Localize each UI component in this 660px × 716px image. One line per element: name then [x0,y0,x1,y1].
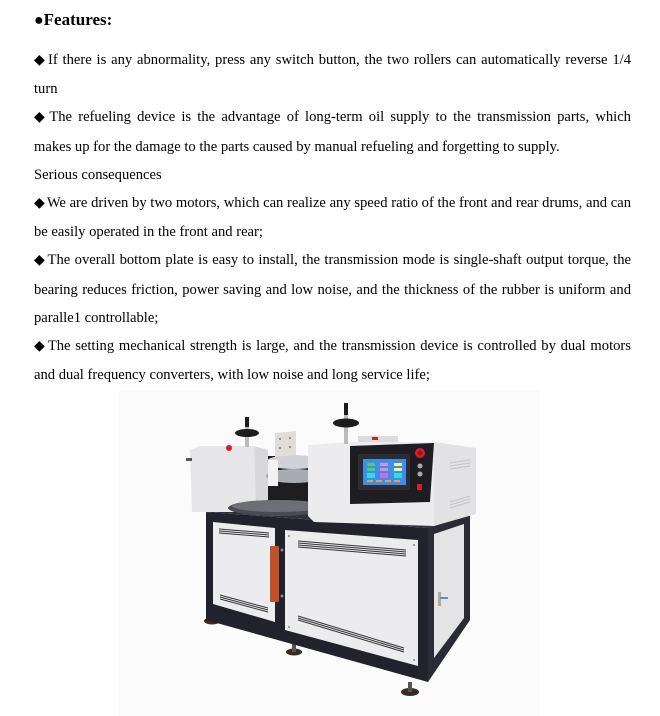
features-title: Features: [43,10,113,29]
features-heading [34,9,112,32]
feature-text: The overall bottom plate is easy to install, the transmission mode is single-shaft output torque, the bearing reduces friction, power saving and low noise, and the thickness of the rubber is uniform and paralle1 controllable; [34,252,631,326]
feature-text: The setting mechanical strength is large, and the transmission device is controlled by dual motors and dual frequency converters, with low noise and long service life; [34,338,631,384]
diamond-bullet-icon: ◆ [34,339,46,355]
feature-item [34,332,631,389]
feature-text: Serious consequences [34,166,162,183]
product-image [118,390,540,716]
feature-item [34,246,631,332]
features-list [34,46,631,389]
diamond-bullet-icon: ◆ [34,253,46,269]
diamond-bullet-icon: ◆ [34,196,45,212]
feature-item [34,103,631,160]
feature-text: We are driven by two motors, which can realize any speed ratio of the front and rear drums, and can be easily operated in the front and rear; [34,195,631,241]
rubber-mill-machine-illustration [118,390,540,716]
feature-item [34,161,631,189]
feature-item [34,46,631,103]
circle-bullet-icon: ● [34,12,44,29]
feature-text: The refueling device is the advantage of long-term oil supply to the transmission parts, which makes up for the damage to the parts caused by manual refueling and forgetting to supply. [34,109,631,155]
feature-text: If there is any abnormality, press any switch button, the two rollers can automatically reverse 1/4 turn [34,52,631,98]
diamond-bullet-icon: ◆ [34,110,48,126]
feature-item [34,189,631,246]
diamond-bullet-icon: ◆ [34,53,46,68]
